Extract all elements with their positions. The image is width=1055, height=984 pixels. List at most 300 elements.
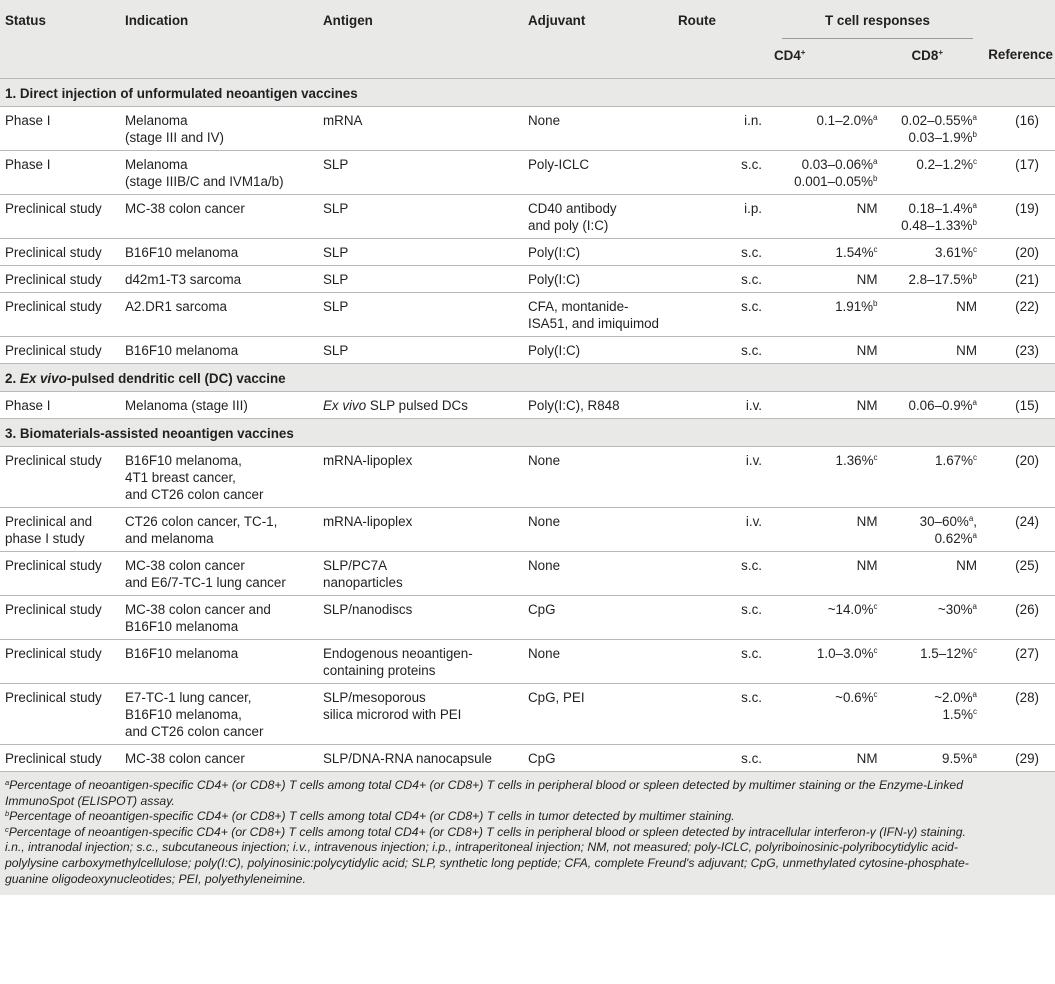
status-line: Preclinical study [5, 299, 102, 314]
footnote-marker: a [972, 398, 977, 407]
cell-cd4 [774, 552, 878, 596]
indication-line: and CT26 colon cancer [125, 487, 264, 502]
adjuvant-line: CpG, PEI [528, 690, 585, 705]
cd8-value: 0.03–1.9%$^b$ [908, 130, 977, 145]
cell-adjuvant [528, 508, 678, 552]
indication-line: 4T1 breast cancer, [125, 470, 236, 485]
adjuvant-line: Poly(I:C) [528, 272, 581, 287]
adjuvant-line: None [528, 514, 561, 529]
cell-cd4 [774, 508, 878, 552]
antigen-line: SLP [323, 245, 349, 260]
cell-cd8 [878, 266, 982, 293]
cell-reference: (20) [981, 447, 1055, 508]
cd8-value: 0.18–1.4%$^a$ [908, 201, 977, 216]
indication-line: MC-38 colon cancer and [125, 602, 271, 617]
cd8-value: 0.02–0.55%$^a$ [901, 113, 977, 128]
cell-indication [125, 596, 323, 640]
cd4-value: 0.03–0.06%$^a$ [801, 157, 878, 172]
cell-indication [125, 337, 323, 364]
status-line: Preclinical study [5, 343, 102, 358]
cell-adjuvant [528, 552, 678, 596]
table-row [0, 392, 1055, 419]
cell-reference: (16) [981, 107, 1055, 151]
cd4-value: 1.54%$^c$ [835, 245, 878, 260]
section-title: 3. Biomaterials-assisted neoantigen vaccines [0, 419, 1055, 447]
footnote-marker: c [5, 824, 9, 834]
cell-cd8 [878, 107, 982, 151]
cd4-value: NM [856, 514, 878, 529]
table-row [0, 552, 1055, 596]
antigen-line: SLP [323, 343, 349, 358]
adjuvant-line: ISA51, and imiquimod [528, 316, 660, 331]
cell-status [0, 239, 125, 266]
footnote-marker: a [972, 201, 977, 210]
cell-status [0, 195, 125, 239]
indication-line: (stage IIIB/C and IVM1a/b) [125, 174, 284, 189]
table-row [0, 293, 1055, 337]
cell-route: s.c. [678, 684, 774, 745]
status-line: Preclinical study [5, 558, 102, 573]
antigen-line: SLP [323, 272, 349, 287]
cell-indication [125, 640, 323, 684]
footnote-marker: a [972, 690, 977, 699]
cell-antigen [323, 392, 528, 419]
header-adjuvant: Adjuvant [528, 0, 678, 79]
table-footnotes [0, 771, 1055, 895]
cell-reference: (27) [981, 640, 1055, 684]
footnote [5, 825, 1050, 841]
cd4-value: 0.1–2.0%$^a$ [816, 113, 878, 128]
cell-cd4 [774, 596, 878, 640]
indication-line: B16F10 melanoma, [125, 453, 242, 468]
cell-adjuvant [528, 684, 678, 745]
indication-line: (stage III and IV) [125, 130, 224, 145]
status-line: Phase I [5, 398, 51, 413]
antigen-line: SLP/mesoporous [323, 690, 426, 705]
footnote-marker: a [972, 531, 977, 540]
footnote-marker: a [873, 157, 878, 166]
status-line: Preclinical study [5, 751, 102, 766]
indication-line: B16F10 melanoma [125, 646, 239, 661]
indication-line: B16F10 melanoma [125, 619, 239, 634]
cell-antigen [323, 151, 528, 195]
antigen-line: nanoparticles [323, 575, 403, 590]
cd8-value: 9.5%$^a$ [942, 751, 977, 766]
cell-adjuvant [528, 640, 678, 684]
adjuvant-line: Poly(I:C), R848 [528, 398, 620, 413]
cell-status [0, 745, 125, 772]
cell-antigen [323, 195, 528, 239]
footnote-marker: b [972, 218, 977, 227]
footnote-line: $^b$Percentage of neoantigen-specific CD4+ (or CD8+) T cells among total CD4+ (or CD8+) T cells in tumor detected by multimer staining. [5, 809, 735, 824]
cd8-value: 2.8–17.5%$^b$ [908, 272, 977, 287]
cd4-value: NM [856, 201, 878, 216]
footnote-marker: c [973, 646, 977, 655]
cell-reference: (22) [981, 293, 1055, 337]
cd4-value: NM [856, 343, 878, 358]
cell-indication [125, 195, 323, 239]
indication-line: MC-38 colon cancer [125, 558, 245, 573]
cell-status [0, 447, 125, 508]
footnote-marker: a [968, 514, 974, 523]
cell-adjuvant [528, 195, 678, 239]
cell-adjuvant [528, 107, 678, 151]
cell-antigen [323, 684, 528, 745]
footnote-marker: a [972, 113, 977, 122]
cell-route: s.c. [678, 640, 774, 684]
cd8-value: NM [956, 558, 977, 573]
indication-line: MC-38 colon cancer [125, 201, 245, 216]
section-title: 2. Ex vivo-pulsed dendritic cell (DC) vaccine [0, 364, 1055, 392]
footnote-marker: b [972, 130, 977, 139]
cell-reference: (17) [981, 151, 1055, 195]
indication-line: B16F10 melanoma [125, 245, 239, 260]
header-cd8: CD8+ [878, 47, 982, 79]
status-line: Phase I [5, 157, 51, 172]
cell-cd8 [878, 552, 982, 596]
antigen-line: SLP [323, 299, 349, 314]
cell-indication [125, 508, 323, 552]
adjuvant-line: and poly (I:C) [528, 218, 609, 233]
footnote-marker: c [873, 690, 878, 699]
cell-indication [125, 447, 323, 508]
header-tcell-responses [774, 0, 981, 47]
cd4-value: ~14.0%$^c$ [827, 602, 878, 617]
indication-line: B16F10 melanoma, [125, 707, 242, 722]
cell-status [0, 151, 125, 195]
status-line: Preclinical and [5, 514, 93, 529]
cell-status [0, 266, 125, 293]
cell-status [0, 337, 125, 364]
header-cd4: CD4+ [774, 47, 878, 79]
cell-route: i.v. [678, 508, 774, 552]
antigen-line: silica microrod with PEI [323, 707, 462, 722]
table-row [0, 596, 1055, 640]
adjuvant-line: Poly-ICLC [528, 157, 590, 172]
antigen-line: mRNA-lipoplex [323, 453, 413, 468]
footnote-marker: a [873, 113, 878, 122]
cell-indication [125, 107, 323, 151]
cell-antigen [323, 239, 528, 266]
cd8-value: 30–60%$^a$, [919, 514, 977, 529]
cell-route: s.c. [678, 293, 774, 337]
footnote-marker: c [873, 453, 878, 462]
cell-indication [125, 266, 323, 293]
status-line: Phase I [5, 113, 51, 128]
antigen-line: Ex vivo SLP pulsed DCs [323, 398, 468, 413]
cell-status [0, 392, 125, 419]
adjuvant-line: Poly(I:C) [528, 343, 581, 358]
adjuvant-line: CpG [528, 602, 556, 617]
cell-antigen [323, 508, 528, 552]
cd4-value: 1.36%$^c$ [835, 453, 878, 468]
status-line: Preclinical study [5, 453, 102, 468]
adjuvant-line: CD40 antibody [528, 201, 617, 216]
table-body [0, 79, 1055, 772]
cell-reference: (23) [981, 337, 1055, 364]
cd8-value: 1.5–12%$^c$ [920, 646, 977, 661]
cell-antigen [323, 266, 528, 293]
footnote-marker: b [873, 174, 878, 183]
cell-cd4 [774, 107, 878, 151]
section-header-row [0, 79, 1055, 107]
footnote-line: ImmunoSpot (ELISPOT) assay. [5, 793, 175, 808]
cell-adjuvant [528, 596, 678, 640]
cell-reference: (24) [981, 508, 1055, 552]
cell-reference: (15) [981, 392, 1055, 419]
indication-line: and melanoma [125, 531, 214, 546]
cell-route: s.c. [678, 337, 774, 364]
section-header-row [0, 419, 1055, 447]
cell-status [0, 596, 125, 640]
cd4-value: NM [856, 272, 878, 287]
cd8-value: 0.2–1.2%$^c$ [916, 157, 977, 172]
cell-cd4 [774, 745, 878, 772]
cell-cd4 [774, 239, 878, 266]
cd4-value: NM [856, 398, 878, 413]
header-antigen: Antigen [323, 0, 528, 79]
footnote [5, 778, 1050, 809]
cell-cd8 [878, 293, 982, 337]
indication-line: Melanoma [125, 157, 188, 172]
cell-cd4 [774, 293, 878, 337]
footnote-marker: c [973, 157, 977, 166]
cell-antigen [323, 293, 528, 337]
cell-route: s.c. [678, 745, 774, 772]
cell-reference: (29) [981, 745, 1055, 772]
cell-cd8 [878, 151, 982, 195]
footnote-line: guanine oligodeoxynucleotides; PEI, polyethyleneimine. [5, 871, 306, 886]
status-line: Preclinical study [5, 245, 102, 260]
cell-route: s.c. [678, 239, 774, 266]
cell-adjuvant [528, 151, 678, 195]
table-row [0, 151, 1055, 195]
cell-route: i.n. [678, 107, 774, 151]
cell-indication [125, 293, 323, 337]
cell-cd4 [774, 640, 878, 684]
table-row [0, 239, 1055, 266]
cell-indication [125, 151, 323, 195]
cell-status [0, 640, 125, 684]
indication-line: E7-TC-1 lung cancer, [125, 690, 252, 705]
cell-cd8 [878, 508, 982, 552]
status-line: Preclinical study [5, 602, 102, 617]
cell-cd4 [774, 195, 878, 239]
antigen-line: Endogenous neoantigen- [323, 646, 473, 661]
antigen-line: mRNA [323, 113, 363, 128]
footnote-marker: c [973, 245, 977, 254]
adjuvant-line: None [528, 646, 561, 661]
footnote [5, 840, 1050, 887]
indication-line: MC-38 colon cancer [125, 751, 245, 766]
cell-cd4 [774, 684, 878, 745]
cd8-value: ~30%$^a$ [937, 602, 977, 617]
status-line: Preclinical study [5, 272, 102, 287]
cd8-value: 3.61%$^c$ [935, 245, 977, 260]
cell-indication [125, 392, 323, 419]
cell-route: i.v. [678, 447, 774, 508]
cell-status [0, 293, 125, 337]
cell-cd8 [878, 684, 982, 745]
cell-status [0, 552, 125, 596]
table-row [0, 745, 1055, 772]
cell-cd4 [774, 392, 878, 419]
cell-cd4 [774, 151, 878, 195]
cell-adjuvant [528, 447, 678, 508]
cell-cd8 [878, 596, 982, 640]
cell-cd8 [878, 392, 982, 419]
adjuvant-line: CFA, montanide- [528, 299, 629, 314]
cell-route: s.c. [678, 596, 774, 640]
footnote-line: i.n., intranodal injection; s.c., subcutaneous injection; i.v., intravenous injection; i.p., intraperitoneal injection; NM, not measured; poly-ICLC, polyriboinosinic-polyribocytidylic acid- [5, 840, 958, 855]
cell-cd8 [878, 447, 982, 508]
indication-line: Melanoma [125, 113, 188, 128]
antigen-line: SLP/nanodiscs [323, 602, 413, 617]
cd4-value: ~0.6%$^c$ [835, 690, 878, 705]
cell-antigen [323, 337, 528, 364]
table-row [0, 337, 1055, 364]
cd4-value: 0.001–0.05%$^b$ [794, 174, 878, 189]
status-line: Preclinical study [5, 646, 102, 661]
cell-cd8 [878, 239, 982, 266]
header-reference: Reference [981, 0, 1055, 79]
section-header-row [0, 364, 1055, 392]
footnote-marker: a [5, 778, 10, 787]
footnote-line: polylysine carboxymethylcellulose; poly(I:C), polyinosinic:polycytidylic acid; SLP, synthetic long peptide; CFA, complete Freund's adjuvant; CpG, unmethylated cytosine-phosphate- [5, 855, 969, 870]
indication-line: and E6/7-TC-1 lung cancer [125, 575, 286, 590]
cell-cd8 [878, 337, 982, 364]
cd4-value: 1.91%$^b$ [835, 299, 878, 314]
header-route: Route [678, 0, 774, 79]
adjuvant-line: Poly(I:C) [528, 245, 581, 260]
cell-indication [125, 239, 323, 266]
antigen-line: SLP/DNA-RNA nanocapsule [323, 751, 492, 766]
cell-route: i.v. [678, 392, 774, 419]
cell-cd4 [774, 266, 878, 293]
footnote-marker: c [873, 245, 878, 254]
status-line: phase I study [5, 531, 85, 546]
indication-line: A2.DR1 sarcoma [125, 299, 227, 314]
antigen-line: mRNA-lipoplex [323, 514, 413, 529]
cell-status [0, 684, 125, 745]
cell-reference: (25) [981, 552, 1055, 596]
cell-route: s.c. [678, 266, 774, 293]
cell-status [0, 508, 125, 552]
cell-indication [125, 684, 323, 745]
header-status: Status [0, 0, 125, 79]
adjuvant-line: CpG [528, 751, 556, 766]
cd8-value: 0.62%$^a$ [934, 531, 977, 546]
cell-reference: (28) [981, 684, 1055, 745]
cell-reference: (19) [981, 195, 1055, 239]
table-row [0, 508, 1055, 552]
table-row [0, 447, 1055, 508]
antigen-line: SLP/PC7A [323, 558, 388, 573]
cell-route: s.c. [678, 151, 774, 195]
adjuvant-line: None [528, 113, 561, 128]
footnote-line: $^a$Percentage of neoantigen-specific CD4+ (or CD8+) T cells among total CD4+ (or CD8+) T cells in peripheral blood or spleen detected by multimer staining or the Enzyme-Linked [5, 778, 963, 792]
footnote-marker: a [972, 751, 977, 760]
cell-reference: (26) [981, 596, 1055, 640]
indication-line: CT26 colon cancer, TC-1, [125, 514, 278, 529]
cell-adjuvant [528, 745, 678, 772]
cell-cd8 [878, 195, 982, 239]
cell-route: i.p. [678, 195, 774, 239]
footnote [5, 809, 1050, 825]
cell-reference: (21) [981, 266, 1055, 293]
table-row [0, 640, 1055, 684]
cell-antigen [323, 107, 528, 151]
indication-line: and CT26 colon cancer [125, 724, 264, 739]
table-row [0, 684, 1055, 745]
footnote-marker: c [973, 707, 977, 716]
footnote-marker: b [5, 809, 10, 819]
status-line: Preclinical study [5, 201, 102, 216]
antigen-line: containing proteins [323, 663, 436, 678]
header-row-1 [0, 0, 1055, 47]
header-divider [782, 38, 973, 39]
cd8-value: ~2.0%$^a$ [934, 690, 977, 705]
cell-cd4 [774, 447, 878, 508]
cell-antigen [323, 447, 528, 508]
antigen-line: SLP [323, 201, 349, 216]
header-tcell-label: T cell responses [825, 13, 930, 28]
cell-indication [125, 552, 323, 596]
cell-indication [125, 745, 323, 772]
footnote-line: $^c$Percentage of neoantigen-specific CD4+ (or CD8+) T cells among total CD4+ (or CD8+) T cells in peripheral blood or spleen detected by intracellular interferon-γ (IFN-γ) staining. [5, 824, 966, 839]
cell-adjuvant [528, 293, 678, 337]
cd8-value: NM [956, 299, 977, 314]
cell-route: s.c. [678, 552, 774, 596]
cd8-value: 1.67%$^c$ [935, 453, 977, 468]
cd4-value: NM [856, 558, 878, 573]
cd8-value: NM [956, 343, 977, 358]
cd8-value: 0.48–1.33%$^b$ [901, 218, 977, 233]
antigen-line: SLP [323, 157, 349, 172]
indication-line: B16F10 melanoma [125, 343, 239, 358]
footnote-marker: c [873, 602, 878, 611]
table-row [0, 266, 1055, 293]
cell-antigen [323, 596, 528, 640]
footnote-marker: a [972, 602, 977, 611]
table-row [0, 107, 1055, 151]
footnote-marker: c [973, 453, 977, 462]
cell-adjuvant [528, 392, 678, 419]
cd8-value: 1.5%$^c$ [942, 707, 977, 722]
cell-antigen [323, 640, 528, 684]
cell-adjuvant [528, 337, 678, 364]
cell-antigen [323, 552, 528, 596]
footnote-marker: b [972, 272, 977, 281]
cell-adjuvant [528, 239, 678, 266]
header-indication: Indication [125, 0, 323, 79]
cell-status [0, 107, 125, 151]
status-line: Preclinical study [5, 690, 102, 705]
footnote-marker: b [873, 299, 878, 308]
footnote-marker: c [873, 646, 878, 655]
cd4-value: NM [856, 751, 878, 766]
cell-adjuvant [528, 266, 678, 293]
cell-cd8 [878, 640, 982, 684]
section-title: 1. Direct injection of unformulated neoantigen vaccines [0, 79, 1055, 107]
cell-cd8 [878, 745, 982, 772]
cell-antigen [323, 745, 528, 772]
table-row [0, 195, 1055, 239]
indication-line: d42m1-T3 sarcoma [125, 272, 242, 287]
adjuvant-line: None [528, 453, 561, 468]
cell-cd4 [774, 337, 878, 364]
cd4-value: 1.0–3.0%$^c$ [816, 646, 878, 661]
